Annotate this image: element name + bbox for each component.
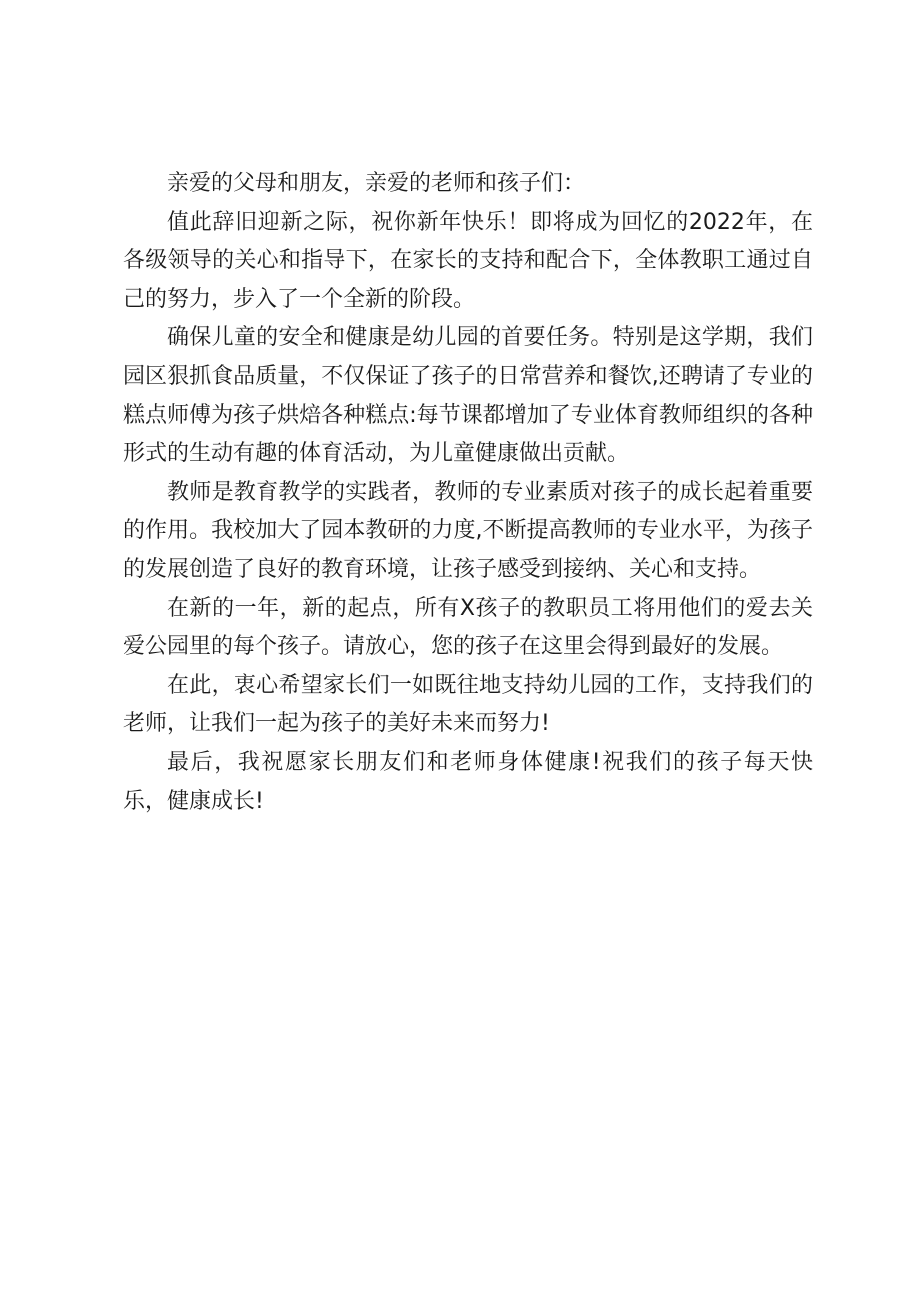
salutation: 亲爱的父母和朋友，亲爱的老师和孩子们： <box>167 171 586 196</box>
paragraph-teachers: 教师是教育教学的实践者，教师的专业素质对孩子的成长起着重要的作用。我校加大了园本教研的力度,不断提高教师的专业水平，为孩子的发展创造了良好的教育环境，让孩子感受到接纳、关心和支持。 <box>123 479 813 582</box>
paragraph-new-year-greeting: 值此辞旧迎新之际，祝你新年快乐！即将成为回忆的2022年，在各级领导的关心和指导下，在家长的支持和配合下，全体教职工通过自己的努力，步入了一个全新的阶段。 <box>123 209 813 312</box>
paragraph-safety-health: 确保儿童的安全和健康是幼儿园的首要任务。特别是这学期，我们园区狠抓食品质量，不仅保证了孩子的日常营养和餐饮,还聘请了专业的糕点师傅为孩子烘焙各种糕点:每节课都增加了专业体育教师组织的各种形式的生动有趣的体育活动，为儿童健康做出贡献。 <box>123 325 813 467</box>
letter-body <box>123 165 813 821</box>
paragraph-closing-wishes: 最后，我祝愿家长朋友们和老师身体健康!祝我们的孩子每天快乐，健康成长! <box>123 749 813 814</box>
paragraph-hope: 在此，衷心希望家长们一如既往地支持幼儿园的工作，支持我们的老师，让我们一起为孩子的美好未来而努力! <box>123 672 813 737</box>
paragraph-new-start: 在新的一年，新的起点，所有X孩子的教职员工将用他们的爱去关爱公园里的每个孩子。请放心，您的孩子在这里会得到最好的发展。 <box>123 595 813 660</box>
